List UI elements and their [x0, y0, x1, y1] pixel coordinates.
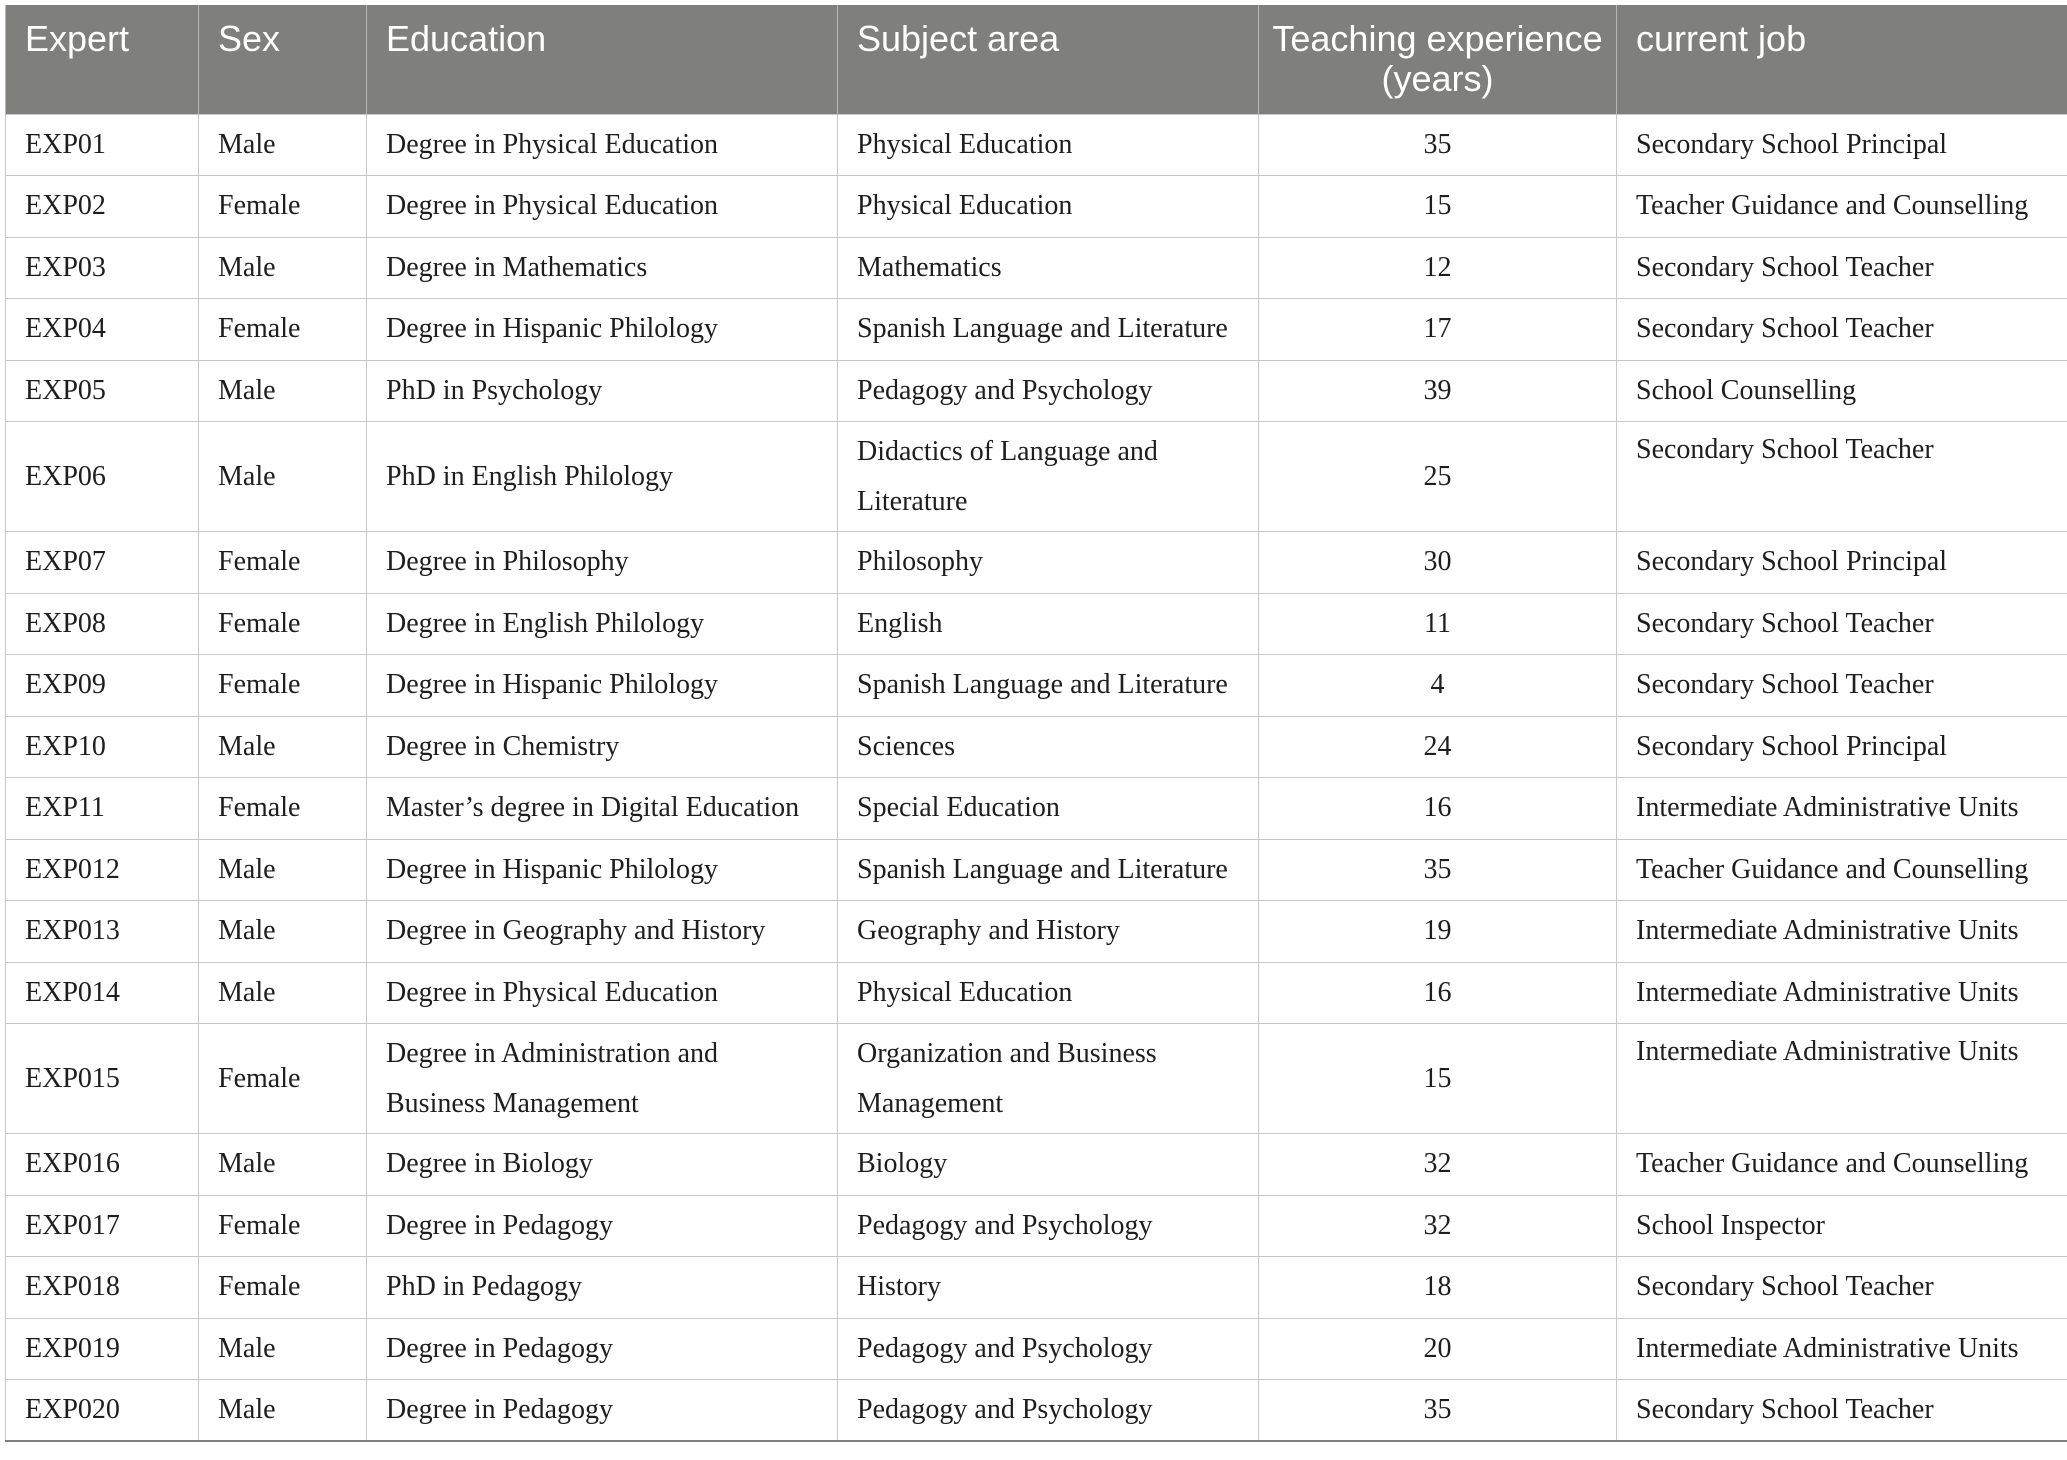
table-row [6, 778, 2067, 840]
header-row [6, 5, 2067, 114]
cell-subject-area: Philosophy [838, 532, 1259, 594]
table-body [6, 114, 2067, 1441]
table-row [6, 593, 2067, 655]
cell-expert: EXP11 [6, 778, 199, 840]
cell-expert: EXP06 [6, 422, 199, 532]
table-row [6, 839, 2067, 901]
table-row [6, 901, 2067, 963]
cell-education: Degree in Chemistry [367, 716, 838, 778]
cell-expert: EXP10 [6, 716, 199, 778]
cell-sex: Male [199, 716, 367, 778]
cell-current-job: Secondary School Teacher [1617, 299, 2067, 361]
cell-subject-area: Didactics of Language and Literature [838, 422, 1259, 532]
cell-teaching-experience: 18 [1259, 1257, 1617, 1319]
cell-subject-area: Pedagogy and Psychology [838, 360, 1259, 422]
table-row [6, 114, 2067, 176]
cell-sex: Male [199, 1134, 367, 1196]
cell-current-job: Teacher Guidance and Counselling [1617, 839, 2067, 901]
cell-education: Degree in Philosophy [367, 532, 838, 594]
header-teaching-experience: Teaching experience (years) [1259, 5, 1617, 114]
cell-education: Degree in Physical Education [367, 962, 838, 1024]
cell-current-job: Intermediate Administrative Units [1617, 962, 2067, 1024]
cell-sex: Male [199, 360, 367, 422]
table-row [6, 532, 2067, 594]
cell-expert: EXP020 [6, 1380, 199, 1442]
cell-subject-area: Spanish Language and Literature [838, 299, 1259, 361]
cell-subject-area: Spanish Language and Literature [838, 839, 1259, 901]
cell-teaching-experience: 35 [1259, 114, 1617, 176]
cell-current-job: Teacher Guidance and Counselling [1617, 176, 2067, 238]
cell-teaching-experience: 16 [1259, 778, 1617, 840]
table-row [6, 1380, 2067, 1442]
cell-subject-area: Biology [838, 1134, 1259, 1196]
cell-subject-area: Mathematics [838, 237, 1259, 299]
cell-subject-area: Organization and Business Management [838, 1024, 1259, 1134]
cell-teaching-experience: 12 [1259, 237, 1617, 299]
cell-subject-area: History [838, 1257, 1259, 1319]
cell-current-job: Secondary School Teacher [1617, 655, 2067, 717]
cell-sex: Female [199, 1257, 367, 1319]
header-current-job: current job [1617, 5, 2067, 114]
header-subject-area: Subject area [838, 5, 1259, 114]
cell-subject-area: Pedagogy and Psychology [838, 1318, 1259, 1380]
cell-teaching-experience: 39 [1259, 360, 1617, 422]
table-row [6, 1134, 2067, 1196]
cell-current-job: Secondary School Teacher [1617, 593, 2067, 655]
cell-sex: Female [199, 778, 367, 840]
cell-current-job: Intermediate Administrative Units [1617, 1318, 2067, 1380]
cell-subject-area: Sciences [838, 716, 1259, 778]
cell-expert: EXP02 [6, 176, 199, 238]
table-row [6, 1195, 2067, 1257]
cell-current-job: Secondary School Teacher [1617, 237, 2067, 299]
cell-current-job: Intermediate Administrative Units [1617, 901, 2067, 963]
cell-current-job: Secondary School Principal [1617, 716, 2067, 778]
cell-sex: Male [199, 839, 367, 901]
cell-subject-area: Special Education [838, 778, 1259, 840]
cell-teaching-experience: 24 [1259, 716, 1617, 778]
table-row [6, 962, 2067, 1024]
cell-expert: EXP03 [6, 237, 199, 299]
cell-education: PhD in Psychology [367, 360, 838, 422]
cell-teaching-experience: 16 [1259, 962, 1617, 1024]
cell-education: Degree in Hispanic Philology [367, 839, 838, 901]
cell-sex: Female [199, 1024, 367, 1134]
table-row [6, 716, 2067, 778]
cell-current-job: Intermediate Administrative Units [1617, 778, 2067, 840]
cell-expert: EXP07 [6, 532, 199, 594]
table-row [6, 422, 2067, 532]
cell-expert: EXP014 [6, 962, 199, 1024]
cell-current-job: Secondary School Teacher [1617, 1380, 2067, 1442]
cell-sex: Female [199, 1195, 367, 1257]
cell-teaching-experience: 32 [1259, 1195, 1617, 1257]
cell-current-job: Secondary School Teacher [1617, 1257, 2067, 1319]
cell-sex: Female [199, 176, 367, 238]
cell-sex: Male [199, 237, 367, 299]
cell-subject-area: English [838, 593, 1259, 655]
cell-subject-area: Pedagogy and Psychology [838, 1195, 1259, 1257]
cell-teaching-experience: 19 [1259, 901, 1617, 963]
cell-education: Degree in Hispanic Philology [367, 299, 838, 361]
cell-expert: EXP019 [6, 1318, 199, 1380]
cell-teaching-experience: 35 [1259, 1380, 1617, 1442]
table-row [6, 1024, 2067, 1134]
table-row [6, 1257, 2067, 1319]
cell-expert: EXP08 [6, 593, 199, 655]
cell-sex: Male [199, 901, 367, 963]
cell-current-job: Intermediate Administrative Units [1617, 1024, 2067, 1134]
cell-teaching-experience: 25 [1259, 422, 1617, 532]
cell-expert: EXP012 [6, 839, 199, 901]
cell-sex: Female [199, 532, 367, 594]
cell-expert: EXP015 [6, 1024, 199, 1134]
cell-teaching-experience: 20 [1259, 1318, 1617, 1380]
cell-education: Degree in Pedagogy [367, 1318, 838, 1380]
cell-subject-area: Pedagogy and Psychology [838, 1380, 1259, 1442]
cell-teaching-experience: 35 [1259, 839, 1617, 901]
cell-education: Degree in Pedagogy [367, 1195, 838, 1257]
cell-teaching-experience: 15 [1259, 176, 1617, 238]
header-expert: Expert [6, 5, 199, 114]
cell-sex: Female [199, 299, 367, 361]
cell-current-job: Secondary School Principal [1617, 114, 2067, 176]
table-row [6, 176, 2067, 238]
cell-expert: EXP04 [6, 299, 199, 361]
table-row [6, 237, 2067, 299]
cell-education: Degree in Physical Education [367, 176, 838, 238]
cell-subject-area: Physical Education [838, 176, 1259, 238]
cell-sex: Male [199, 114, 367, 176]
table-row [6, 655, 2067, 717]
cell-subject-area: Geography and History [838, 901, 1259, 963]
header-education: Education [367, 5, 838, 114]
cell-education: Degree in Pedagogy [367, 1380, 838, 1442]
table-row [6, 360, 2067, 422]
cell-sex: Male [199, 962, 367, 1024]
cell-education: PhD in Pedagogy [367, 1257, 838, 1319]
cell-sex: Male [199, 1380, 367, 1442]
cell-expert: EXP05 [6, 360, 199, 422]
cell-expert: EXP018 [6, 1257, 199, 1319]
cell-teaching-experience: 32 [1259, 1134, 1617, 1196]
cell-education: Degree in Physical Education [367, 114, 838, 176]
cell-current-job: Teacher Guidance and Counselling [1617, 1134, 2067, 1196]
cell-teaching-experience: 17 [1259, 299, 1617, 361]
cell-sex: Female [199, 593, 367, 655]
cell-education: Degree in Administration and Business Management [367, 1024, 838, 1134]
experts-table [5, 5, 2067, 1442]
cell-teaching-experience: 4 [1259, 655, 1617, 717]
cell-subject-area: Spanish Language and Literature [838, 655, 1259, 717]
cell-sex: Female [199, 655, 367, 717]
cell-teaching-experience: 15 [1259, 1024, 1617, 1134]
cell-education: Degree in English Philology [367, 593, 838, 655]
cell-subject-area: Physical Education [838, 962, 1259, 1024]
table-row [6, 299, 2067, 361]
cell-education: Degree in Biology [367, 1134, 838, 1196]
cell-education: Degree in Geography and History [367, 901, 838, 963]
experts-table-container [5, 5, 2067, 1442]
cell-current-job: Secondary School Teacher [1617, 422, 2067, 532]
cell-expert: EXP01 [6, 114, 199, 176]
cell-expert: EXP013 [6, 901, 199, 963]
cell-sex: Male [199, 422, 367, 532]
cell-expert: EXP017 [6, 1195, 199, 1257]
table-row [6, 1318, 2067, 1380]
cell-subject-area: Physical Education [838, 114, 1259, 176]
cell-current-job: Secondary School Principal [1617, 532, 2067, 594]
cell-teaching-experience: 30 [1259, 532, 1617, 594]
cell-education: PhD in English Philology [367, 422, 838, 532]
table-header [6, 5, 2067, 114]
cell-sex: Male [199, 1318, 367, 1380]
cell-teaching-experience: 11 [1259, 593, 1617, 655]
header-sex: Sex [199, 5, 367, 114]
cell-current-job: School Inspector [1617, 1195, 2067, 1257]
cell-expert: EXP016 [6, 1134, 199, 1196]
cell-current-job: School Counselling [1617, 360, 2067, 422]
cell-education: Master’s degree in Digital Education [367, 778, 838, 840]
cell-expert: EXP09 [6, 655, 199, 717]
cell-education: Degree in Hispanic Philology [367, 655, 838, 717]
cell-education: Degree in Mathematics [367, 237, 838, 299]
